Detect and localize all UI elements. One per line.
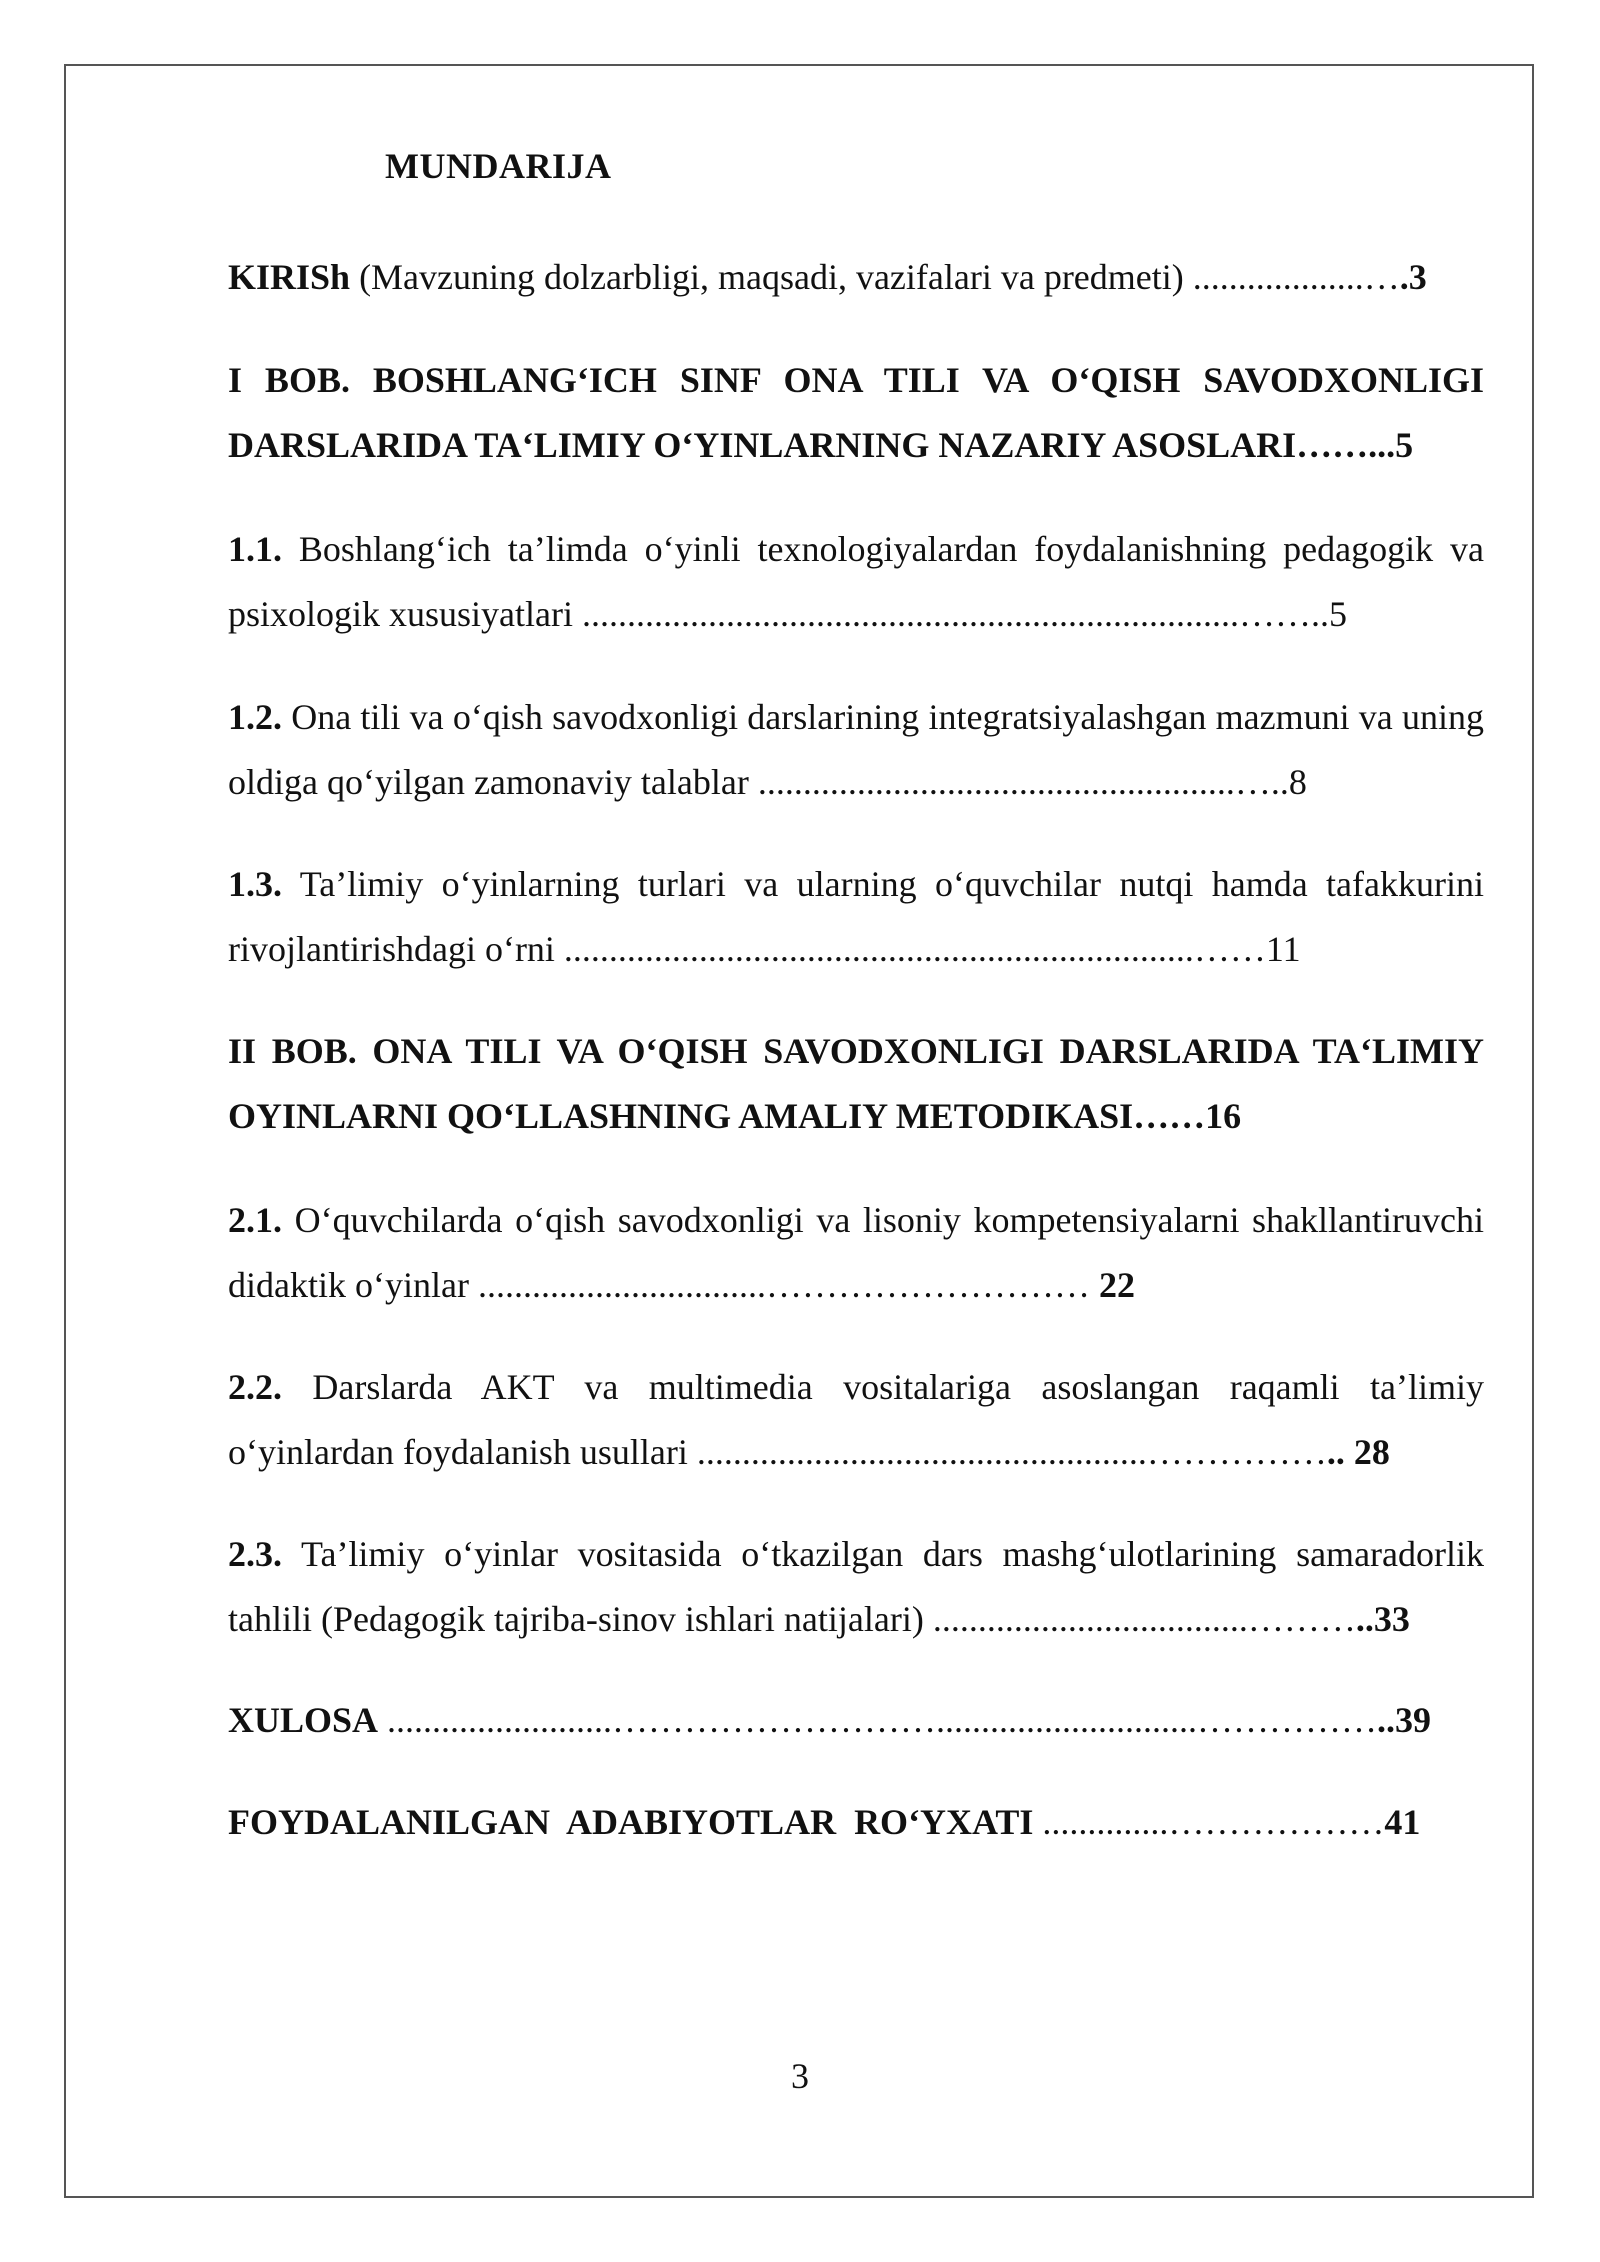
entry-label: 1.1. (228, 529, 282, 569)
toc-entry-2-3[interactable] (228, 1522, 1484, 1652)
entry-label: FOYDALANILGAN ADABIYOTLAR RO‘YXATI (228, 1802, 1034, 1842)
entry-label: KIRISh (228, 257, 351, 297)
entry-text: .........................……………………….............................…………… (378, 1700, 1378, 1740)
toc-entry-1-1[interactable] (228, 517, 1484, 647)
toc-entry-1-2[interactable] (228, 685, 1484, 815)
entry-text: Darslarda AKT va multimedia vositalariga asoslangan raqamli ta’limiy o‘yinlardan foydalanish usullari ..................................................…………… (228, 1367, 1484, 1472)
toc-entry-1-3[interactable] (228, 852, 1484, 982)
entry-text: II BOB. ONA TILI VA O‘QISH SAVODXONLIGI DARSLARIDA TA‘LIMIY OYINLARNI QO‘LLASHNING AMALIY METODIKASI……16 (228, 1031, 1484, 1136)
toc-entry-chapter-1[interactable] (228, 348, 1484, 478)
entry-page: .. 28 (1326, 1432, 1390, 1472)
toc-entry-references[interactable] (228, 1790, 1484, 1855)
entry-page: 22 (1098, 1265, 1135, 1305)
entry-text: Ona tili va o‘qish savodxonligi darslarining integratsiyalashgan mazmuni va uning oldiga qo‘yilgan zamonaviy talablar .....................................................…..8 (228, 697, 1484, 802)
entry-text: (Mavzuning dolzarbligi, maqsadi, vazifalari va predmeti) ...................… (350, 257, 1400, 297)
entry-label: 2.3. (228, 1534, 282, 1574)
entry-page: ..39 (1377, 1700, 1432, 1740)
entry-text: O‘quvchilarda o‘qish savodxonligi va lisoniy kompetensiyalarni shakllantiruvchi didaktik o‘yinlar ................................……………………… (228, 1200, 1484, 1305)
entry-text: ..............……………… (1033, 1802, 1385, 1842)
entry-label: XULOSA (228, 1700, 379, 1740)
entry-page: .3 (1399, 257, 1427, 297)
entry-text: I BOB. BOSHLANG‘ICH SINF ONA TILI VA O‘QISH SAVODXONLIGI DARSLARIDA TA‘LIMIY O‘YINLARNING NAZARIY ASOSLARI……...5 (228, 360, 1484, 465)
entry-page: ..33 (1355, 1599, 1410, 1639)
toc-title: MUNDARIJA (385, 146, 612, 186)
entry-text: Ta’limiy o‘yinlarning turlari va ularning o‘quvchilar nutqi hamda tafakkurini rivojlantirishdagi o‘rni ......................................................................……11 (228, 864, 1484, 969)
entry-label: 2.1. (228, 1200, 282, 1240)
toc-entry-2-1[interactable] (228, 1188, 1484, 1318)
entry-label: 1.3. (228, 864, 282, 904)
entry-page: 41 (1384, 1802, 1421, 1842)
page-number: 3 (791, 2056, 809, 2096)
toc-entry-conclusion[interactable] (228, 1688, 1484, 1753)
entry-text: Ta’limiy o‘yinlar vositasida o‘tkazilgan dars mashg‘ulotlarining samaradorlik tahlili (Pedagogik tajriba-sinov ishlari natijalari) ...................................……… (228, 1534, 1484, 1639)
toc-entry-2-2[interactable] (228, 1355, 1484, 1485)
entry-label: 1.2. (228, 697, 282, 737)
entry-text: Boshlang‘ich ta’limda o‘yinli texnologiyalardan foydalanishning pedagogik va psixologik xususiyatlari .........................................................................……..5 (228, 529, 1484, 634)
toc-entry-introduction[interactable] (228, 245, 1484, 310)
toc-entry-chapter-2[interactable] (228, 1019, 1484, 1149)
entry-label: 2.2. (228, 1367, 282, 1407)
